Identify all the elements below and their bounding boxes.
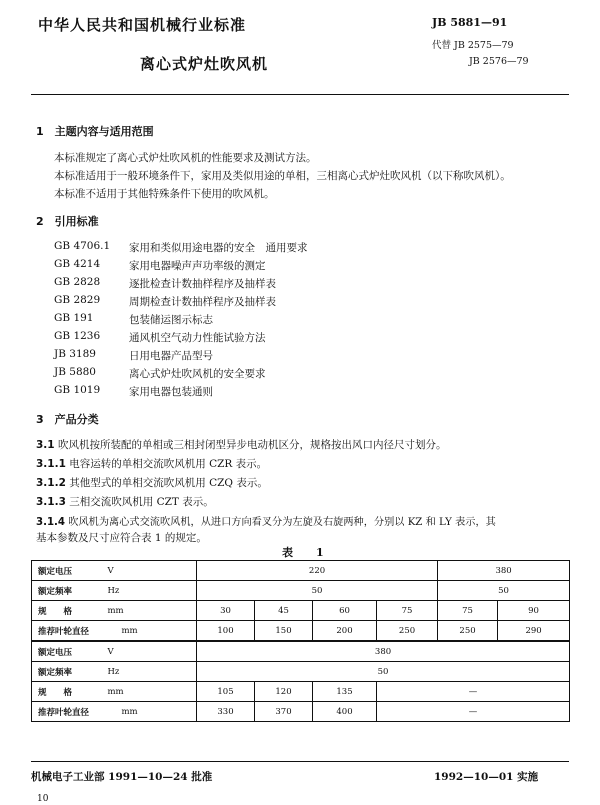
reference-code: GB 1236: [54, 330, 101, 342]
clause-text: 电容运转的单相交流吹风机用 CZR 表示。: [69, 458, 268, 470]
rated-frequency-unit: Hz: [100, 581, 197, 601]
table-cell: 330: [197, 702, 255, 722]
clause-number: 3.1: [36, 439, 55, 451]
clause-number: 3.1.4: [36, 517, 66, 528]
rated-voltage-label: 额定电压: [32, 561, 100, 581]
table-cell: 30: [197, 601, 255, 621]
table-cell: 50: [197, 581, 438, 601]
section-1-paragraph-3: 本标准不适用于其他特殊条件下使用的吹风机。: [54, 188, 275, 200]
reference-name: 周期检查计数抽样程序及抽样表: [129, 296, 276, 308]
table-row: [32, 561, 570, 581]
table-cell: 370: [255, 702, 313, 722]
table-cell: 60: [313, 601, 377, 621]
rated-frequency-label: 额定频率: [32, 581, 100, 601]
rated-voltage-unit: V: [100, 641, 197, 662]
reference-item: [0, 276, 600, 291]
table-cell: 75: [377, 601, 438, 621]
table-cell: 90: [498, 601, 570, 621]
impeller-diameter-unit: mm: [100, 702, 197, 722]
section-1-heading: 1 主题内容与适用范围: [36, 125, 154, 138]
impeller-diameter-label: 推荐叶轮直径: [32, 702, 100, 722]
standard-number: JB 5881—91: [432, 16, 508, 29]
reference-name: 家用电器包装通则: [129, 386, 213, 398]
clause-text: 吹风机为离心式交流吹风机，从进口方向看叉分为左旋及右旋两种，分别以 KZ 和 LY 表示，其: [68, 517, 496, 528]
issuing-body-title: 中华人民共和国机械行业标准: [38, 16, 247, 34]
table-1-caption: 表 1: [282, 546, 330, 559]
header-divider: [31, 94, 569, 95]
section-2-heading: 2 引用标准: [36, 215, 99, 228]
replaces-standard-2: JB 2576—79: [469, 56, 529, 67]
reference-code: GB 2829: [54, 294, 101, 306]
clause-3-1-4-continued: 基本参数及尺寸应符合表 1 的规定。: [36, 532, 207, 544]
reference-name: 通风机空气动力性能试验方法: [129, 332, 266, 344]
reference-item: [0, 330, 600, 345]
specification-label: 规 格: [32, 682, 100, 702]
reference-item: [0, 384, 600, 399]
section-1-paragraph-2: 本标准适用于一般环境条件下，家用及类似用途的单相，三相离心式炉灶吹风机（以下称吹风机）。: [54, 170, 511, 182]
table-1: [31, 560, 570, 722]
table-cell: 50: [197, 662, 570, 682]
section-3-heading: 3 产品分类: [36, 413, 99, 426]
reference-item: [0, 366, 600, 381]
replaces-standard-1: 代替 JB 2575—79: [432, 40, 514, 51]
reference-name: 家用电器噪声声功率级的测定: [129, 260, 266, 272]
impeller-diameter-unit: mm: [100, 621, 197, 642]
reference-item: [0, 258, 600, 273]
impeller-diameter-label: 推荐叶轮直径: [32, 621, 100, 642]
reference-code: GB 2828: [54, 276, 101, 288]
rated-frequency-unit: Hz: [100, 662, 197, 682]
section-1-paragraph-1: 本标准规定了离心式炉灶吹风机的性能要求及测试方法。: [54, 152, 317, 164]
clause-number: 3.1.3: [36, 496, 66, 508]
reference-item: [0, 312, 600, 327]
table-cell: 380: [438, 561, 570, 581]
table-cell: 105: [197, 682, 255, 702]
clause-3-1-3: [36, 494, 214, 509]
table-row: [32, 581, 570, 601]
clause-text: 三相交流吹风机用 CZT 表示。: [69, 496, 214, 508]
reference-name: 日用电器产品型号: [129, 350, 213, 362]
table-cell: 50: [438, 581, 570, 601]
table-row: [32, 621, 570, 642]
rated-voltage-unit: V: [100, 561, 197, 581]
clause-3-1-1: [36, 456, 267, 471]
table-row: [32, 641, 570, 662]
reference-code: GB 191: [54, 312, 94, 324]
specification-unit: mm: [100, 601, 197, 621]
table-cell: 200: [313, 621, 377, 642]
table-cell: —: [377, 702, 570, 722]
clause-3-1-2: [36, 475, 268, 490]
table-cell: 45: [255, 601, 313, 621]
table-row: [32, 662, 570, 682]
page-number: 10: [37, 794, 49, 804]
table-cell: 220: [197, 561, 438, 581]
table-cell: 290: [498, 621, 570, 642]
table-cell: 135: [313, 682, 377, 702]
clause-number: 3.1.2: [36, 477, 66, 489]
rated-frequency-label: 额定频率: [32, 662, 100, 682]
table-cell: 75: [438, 601, 498, 621]
document-title: 离心式炉灶吹风机: [140, 55, 269, 73]
specification-label: 规 格: [32, 601, 100, 621]
reference-name: 包装储运图示标志: [129, 314, 213, 326]
reference-name: 家用和类似用途电器的安全 通用要求: [129, 242, 308, 254]
table-cell: 100: [197, 621, 255, 642]
reference-name: 离心式炉灶吹风机的安全要求: [129, 368, 266, 380]
reference-code: JB 5880: [54, 366, 96, 378]
reference-code: GB 4706.1: [54, 240, 111, 252]
table-row: [32, 682, 570, 702]
footer-divider: [31, 761, 569, 762]
table-cell: 120: [255, 682, 313, 702]
table-cell: —: [377, 682, 570, 702]
reference-item: [0, 240, 600, 255]
reference-code: JB 3189: [54, 348, 96, 360]
table-cell: 400: [313, 702, 377, 722]
reference-name: 逐批检查计数抽样程序及抽样表: [129, 278, 276, 290]
table-cell: 250: [438, 621, 498, 642]
clause-text: 吹风机按所装配的单相或三相封闭型异步电动机区分，规格按出风口内径尺寸划分。: [57, 439, 447, 451]
approval-note: 机械电子工业部 1991—10—24 批准: [31, 771, 213, 783]
rated-voltage-label: 额定电压: [32, 641, 100, 662]
table-row: [32, 601, 570, 621]
reference-item: [0, 348, 600, 363]
table-row: [32, 702, 570, 722]
implementation-date: 1992—10—01 实施: [434, 771, 539, 783]
clause-text: 其他型式的单相交流吹风机用 CZQ 表示。: [69, 477, 268, 489]
table-cell: 380: [197, 641, 570, 662]
specification-unit: mm: [100, 682, 197, 702]
clause-number: 3.1.1: [36, 458, 66, 470]
table-cell: 150: [255, 621, 313, 642]
clause-3-1-4: [36, 513, 496, 528]
table-cell: 250: [377, 621, 438, 642]
clause-3-1: [36, 437, 446, 452]
reference-code: GB 1019: [54, 384, 101, 396]
reference-item: [0, 294, 600, 309]
reference-code: GB 4214: [54, 258, 101, 270]
